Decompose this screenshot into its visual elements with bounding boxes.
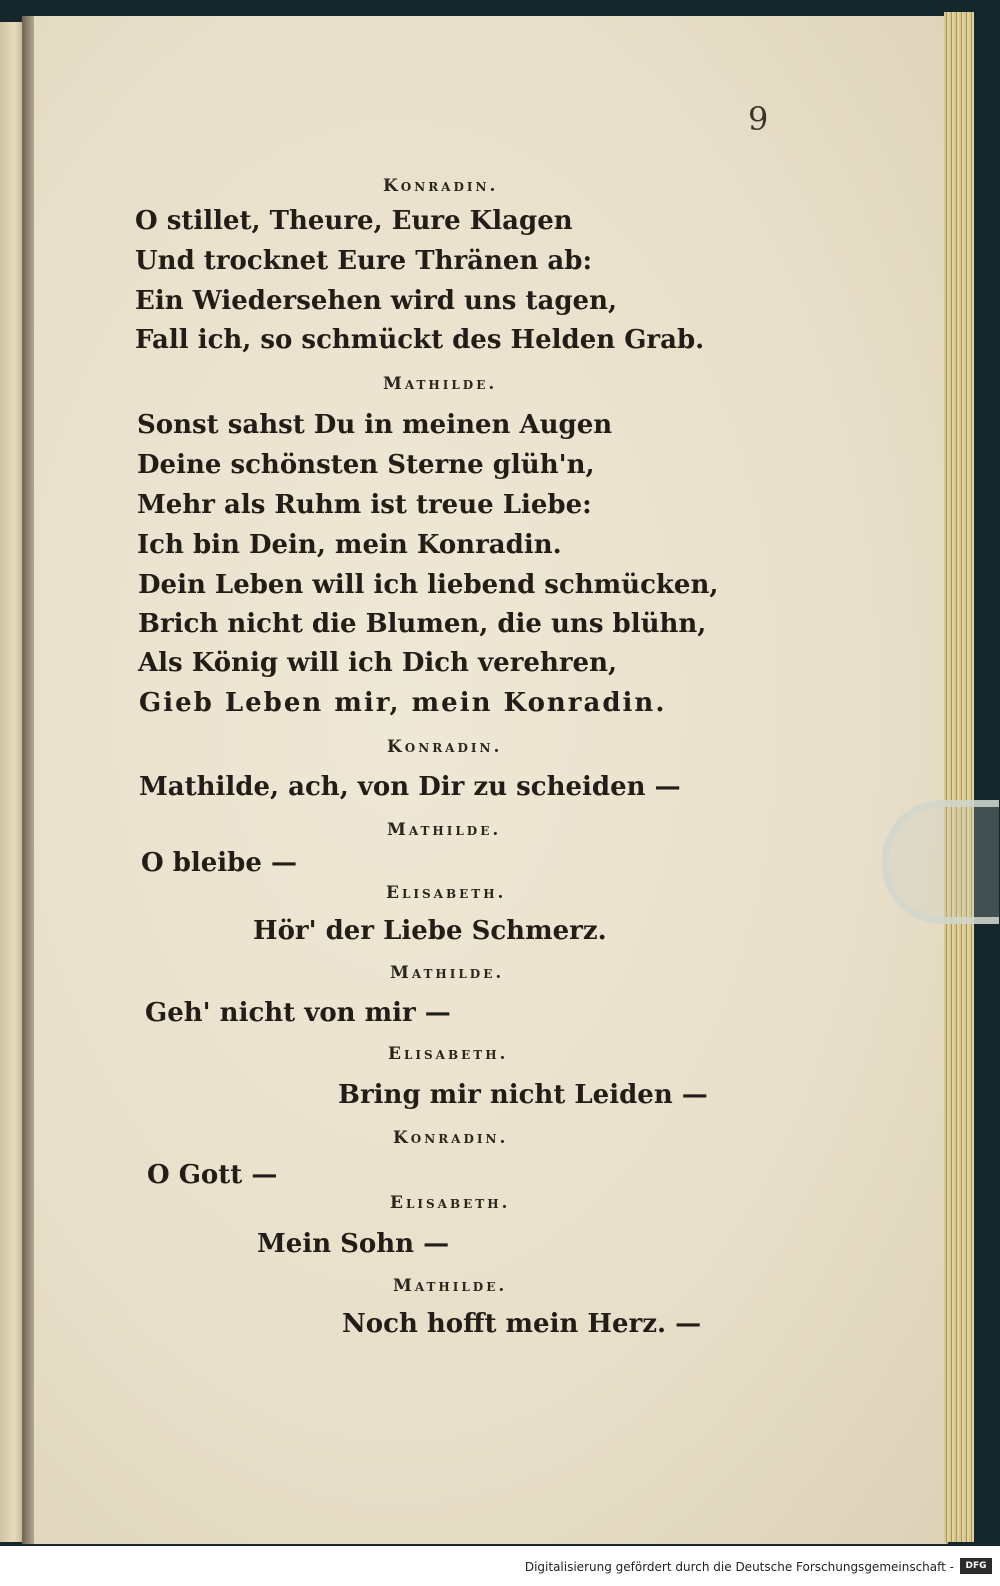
speaker-label: Elisabeth. (390, 1193, 511, 1213)
speaker-label: Elisabeth. (388, 1044, 509, 1064)
footer-bar (0, 1546, 1000, 1586)
speaker-label: Konradin. (387, 737, 503, 757)
verse-line: O bleibe — (141, 848, 297, 878)
page-number: 9 (748, 100, 769, 138)
verse-line: Geh' nicht von mir — (145, 998, 451, 1028)
verse-line: Sonst sahst Du in meinen Augen (137, 410, 613, 440)
verse-line: Dein Leben will ich liebend schmücken, (138, 570, 719, 600)
footer-credit: Digitalisierung gefördert durch die Deutsche Forschungsgemeinschaft - (524, 1560, 954, 1574)
verse-line: Gieb Leben mir, mein Konradin. (139, 688, 667, 718)
verse-line: Mein Sohn — (257, 1229, 450, 1259)
verse-line: Brich nicht die Blumen, die uns blühn, (138, 609, 707, 639)
speaker-label: Elisabeth. (386, 883, 507, 903)
verse-line: Fall ich, so schmückt des Helden Grab. (135, 325, 705, 355)
verse-line: O stillet, Theure, Eure Klagen (135, 206, 573, 236)
verse-line: Noch hofft mein Herz. — (342, 1309, 702, 1339)
speaker-label: Mathilde. (383, 374, 498, 394)
verse-line: Deine schönsten Sterne glüh'n, (137, 450, 595, 480)
verse-line: Mehr als Ruhm ist treue Liebe: (137, 490, 592, 520)
verse-line: Ich bin Dein, mein Konradin. (137, 530, 562, 560)
verse-line: Und trocknet Eure Thränen ab: (135, 246, 593, 276)
speaker-label: Konradin. (383, 176, 499, 196)
verse-line: Bring mir nicht Leiden — (338, 1080, 708, 1110)
speaker-label: Mathilde. (390, 963, 505, 983)
speaker-label: Mathilde. (387, 820, 502, 840)
verse-line: Als König will ich Dich verehren, (138, 648, 618, 678)
verse-line: Mathilde, ach, von Dir zu scheiden — (139, 772, 681, 802)
speaker-label: Mathilde. (393, 1276, 508, 1296)
verse-line: Hör' der Liebe Schmerz. (253, 916, 607, 946)
verse-line: O Gott — (147, 1160, 278, 1190)
verse-line: Ein Wiedersehen wird uns tagen, (135, 286, 618, 316)
dfg-logo: DFG (960, 1558, 992, 1574)
speaker-label: Konradin. (393, 1128, 509, 1148)
